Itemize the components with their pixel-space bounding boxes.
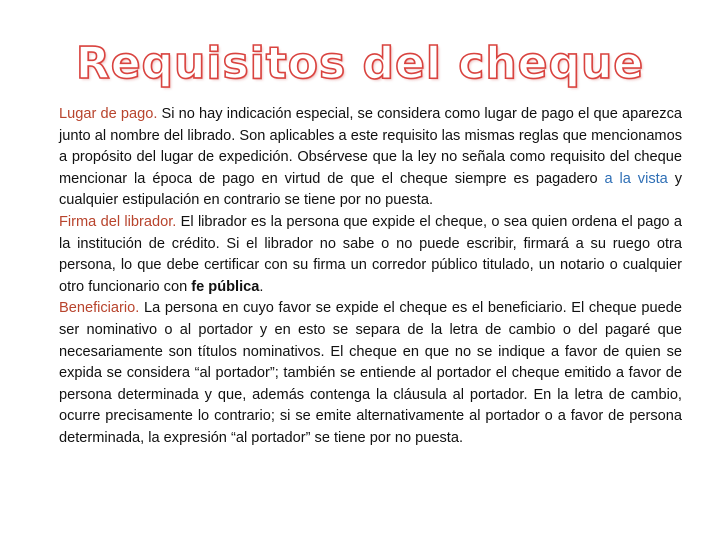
- paragraph-text: Si no hay indicación especial, se considera como lugar de pago el que aparezca junto al nombre del librado. Son aplicables a este requisito las mismas reglas que mencionamos a propósito del lugar de expedición. Obsérvese que la ley no señala como requisito del cheque mencionar la época de pago en virtud de que el cheque siempre es pagadero: [59, 106, 683, 187]
- paragraph-text: y cualquier estipulación en contrario se tiene por no puesta.: [59, 170, 683, 209]
- paragraph-lugar-de-pago: [59, 104, 682, 212]
- paragraph-text: El librador es la persona que expide el cheque, o sea quien ordena el pago a la institución de crédito. Si el librador no sabe o no puede escribir, firmará a su ruego otra persona, lo que debe certificar con su firma un corredor público titulado, un notario o cualquier otro funcionario con: [59, 213, 682, 295]
- keyword-lugar-de-pago: Lugar de pago.: [59, 106, 158, 122]
- bold-fe-publica: fe pública: [191, 278, 260, 295]
- paragraph-beneficiario: [59, 298, 682, 449]
- keyword-firma-del-librador: Firma del librador.: [59, 213, 177, 230]
- body-text: [59, 104, 682, 450]
- paragraph-firma-del-librador: [59, 212, 682, 298]
- paragraph-text: La persona en cuyo favor se expide el cheque es el beneficiario. El cheque puede ser nominativo o al portador y en esto se separa de la letra de cambio o del pagaré que necesariamente son títulos nominativos. El cheque en que no se indique a favor de quien se expida se considera “al portador”; también se entiende al portador el cheque emitido a favor de persona determinada y que, además contenga la cláusula al portador. En la letra de cambio, ocurre precisamente lo contrario; si se emite alternativamente al portador o a favor de persona determinada, la expresión “al portador” se tiene por no puesta.: [59, 300, 682, 446]
- paragraph-text: .: [259, 278, 264, 295]
- keyword-beneficiario: Beneficiario.: [59, 300, 140, 317]
- page-title: Requisitos del cheque: [75, 38, 645, 89]
- highlight-a-la-vista: a la vista: [604, 170, 668, 187]
